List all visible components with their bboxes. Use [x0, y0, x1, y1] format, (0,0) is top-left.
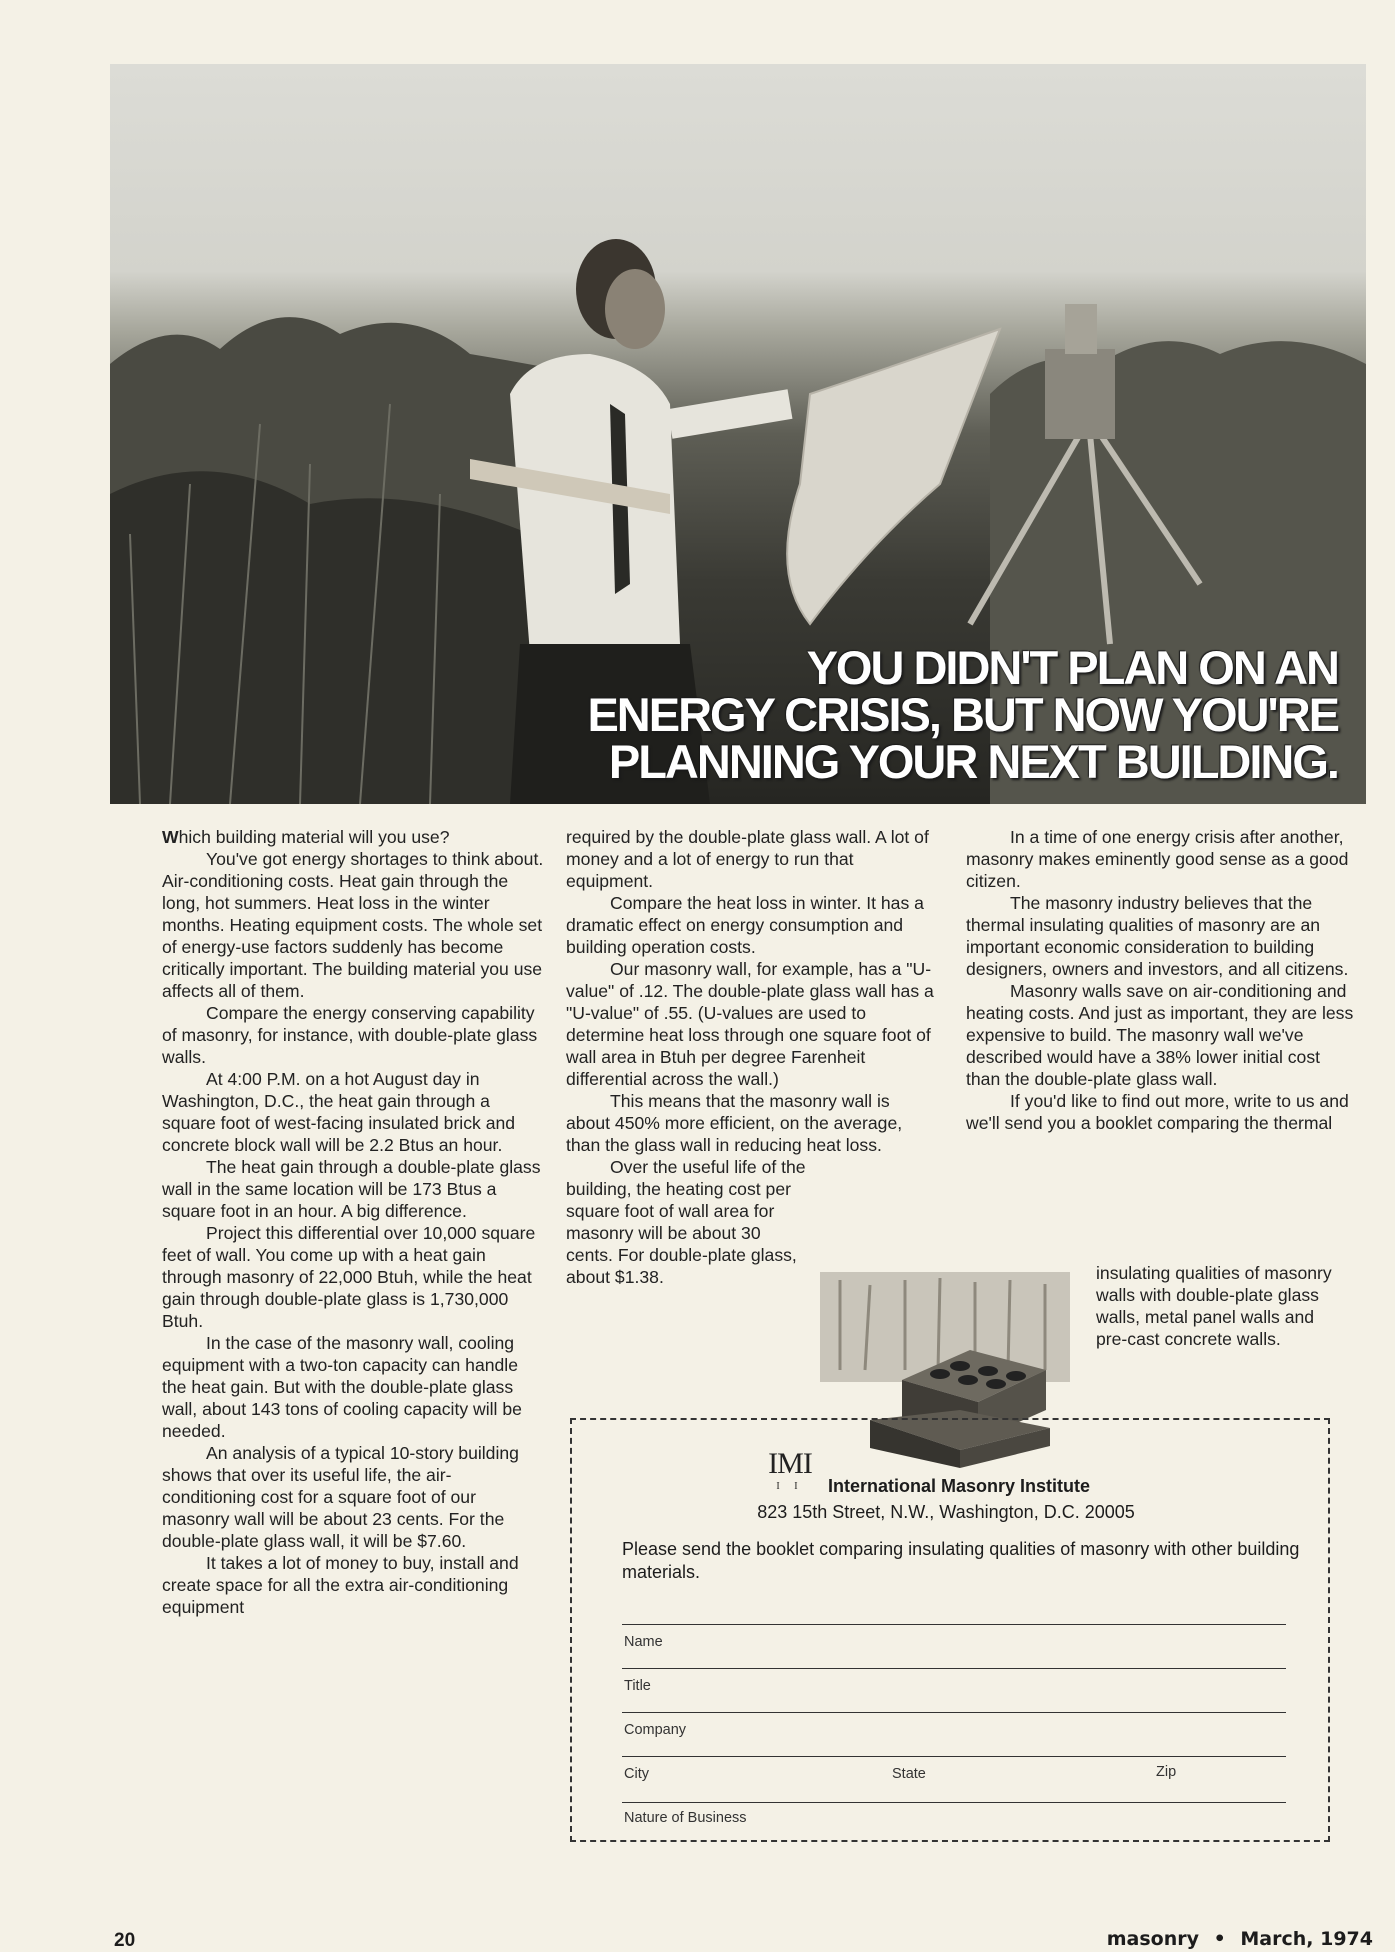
paragraph-wrap: insulating qualities of masonry walls with double-plate glass walls, metal panel walls and pre-cast concrete walls.	[1096, 1263, 1332, 1349]
zip-label: Zip	[1156, 1764, 1177, 1780]
nature-of-business-field[interactable]	[622, 1802, 1286, 1803]
paragraph: An analysis of a typical 10-story building shows that over its useful life, the air-conditioning cost for a square foot of our masonry wall will be about 23 cents. For the double-plate glass wall, it will be $7.60.	[162, 1443, 519, 1551]
headline-line-1: YOU DIDN'T PLAN ON AN	[806, 641, 1338, 694]
order-coupon	[570, 1418, 1330, 1842]
imi-logo-letters: IMI	[768, 1447, 812, 1480]
paragraph: If you'd like to find out more, write to us and we'll send you a booklet comparing the thermal	[966, 1091, 1349, 1133]
dropcap: W	[162, 827, 179, 847]
state-label: State	[892, 1766, 926, 1782]
footer-bullet: •	[1213, 1928, 1226, 1950]
paragraph: building, the heating cost per square foot of wall area for masonry will be about 30 cents. For double-plate glass, about $1.38.	[566, 1179, 797, 1287]
magazine-name: masonry	[1106, 1928, 1199, 1950]
paragraph: Masonry walls save on air-conditioning and heating costs. And just as important, they are less expensive to build. The masonry wall we've described would have a 38% lower initial cost than the double-plate glass wall.	[966, 981, 1354, 1089]
paragraph: Project this differential over 10,000 square feet of wall. You come up with a heat gain through masonry of 22,000 Btuh, while the heat gain through double-plate glass is 1,730,000 Btuh.	[162, 1223, 536, 1331]
paragraph: It takes a lot of money to buy, install and create space for all the extra air-conditioning equipment	[162, 1553, 519, 1617]
nature-of-business-label: Nature of Business	[624, 1810, 747, 1826]
organization-address: 823 15th Street, N.W., Washington, D.C. 20005	[757, 1502, 1135, 1522]
title-label: Title	[624, 1678, 651, 1694]
paragraph: At 4:00 P.M. on a hot August day in Washington, D.C., the heat gain through a square foot of west-facing insulated brick and concrete block wall will be 2.2 Btus an hour.	[162, 1069, 516, 1155]
body-column-1	[162, 826, 544, 1618]
paragraph: In a time of one energy crisis after another, masonry makes eminently good sense as a good citizen.	[966, 827, 1349, 891]
paragraph: The masonry industry believes that the thermal insulating qualities of masonry are an important economic consideration to building designers, owners and investors, and all citizens.	[966, 893, 1349, 979]
paragraph: required by the double-plate glass wall. A lot of money and a lot of energy to run that equipment.	[566, 827, 929, 891]
paragraph: Compare the energy conserving capability of masonry, for instance, with double-plate glass walls.	[162, 1003, 538, 1067]
paragraph: You've got energy shortages to think about. Air-conditioning costs. Heat gain through the long, hot summers. Heat loss in the winter months. Heating equipment costs. The whole set of energy-use factors suddenly has become critically important. The building material you use affects all of them.	[162, 849, 544, 1001]
body-column-2	[566, 826, 936, 1288]
paragraph: Compare the heat loss in winter. It has a dramatic effect on energy consumption and building operation costs.	[566, 893, 924, 957]
imi-logo	[768, 1446, 812, 1496]
issue-date: March, 1974	[1240, 1928, 1373, 1950]
headline-line-2: ENERGY CRISIS, BUT NOW YOU'RE	[587, 688, 1338, 741]
headline	[458, 641, 1338, 788]
coupon-request-text: Please send the booklet comparing insulating qualities of masonry with other building materials.	[622, 1539, 1300, 1582]
company-field[interactable]	[622, 1712, 1286, 1713]
body-column-3	[966, 826, 1354, 1134]
paragraph: Over the useful life of the	[610, 1157, 806, 1177]
organization-name: International Masonry Institute	[828, 1476, 1091, 1496]
city-state-zip-field[interactable]	[622, 1756, 1286, 1757]
blueprint-roll	[787, 329, 1000, 624]
imi-logo-base: I I	[776, 1481, 804, 1492]
running-footer	[1099, 1928, 1373, 1950]
name-field[interactable]	[622, 1624, 1286, 1625]
city-label: City	[624, 1766, 649, 1782]
transit-instrument	[1045, 349, 1115, 439]
paragraph: This means that the masonry wall is about 450% more efficient, on the average, than the glass wall in reducing heat loss.	[566, 1091, 903, 1155]
lead-question: hich building material will you use?	[178, 827, 450, 847]
page-number: 20	[114, 1930, 136, 1951]
paragraph: In the case of the masonry wall, cooling equipment with a two-ton capacity can handle the heat gain. But with the double-plate glass wall, about 143 tons of cooling capacity will be needed.	[162, 1333, 522, 1441]
paragraph: The heat gain through a double-plate glass wall in the same location will be 173 Btus a square foot in an hour. A big difference.	[162, 1157, 541, 1221]
hero-photo	[110, 64, 1366, 804]
company-label: Company	[624, 1722, 687, 1738]
paragraph	[162, 826, 544, 848]
name-label: Name	[624, 1634, 663, 1650]
title-field[interactable]	[622, 1668, 1286, 1669]
paragraph: Our masonry wall, for example, has a "U-value" of .12. The double-plate glass wall has a "U-value" of .55. (U-values are used to determine heat loss through one square foot of wall area in Btuh per degree Farenheit differential across the wall.)	[566, 959, 934, 1089]
headline-line-3: PLANNING YOUR NEXT BUILDING.	[608, 735, 1338, 788]
